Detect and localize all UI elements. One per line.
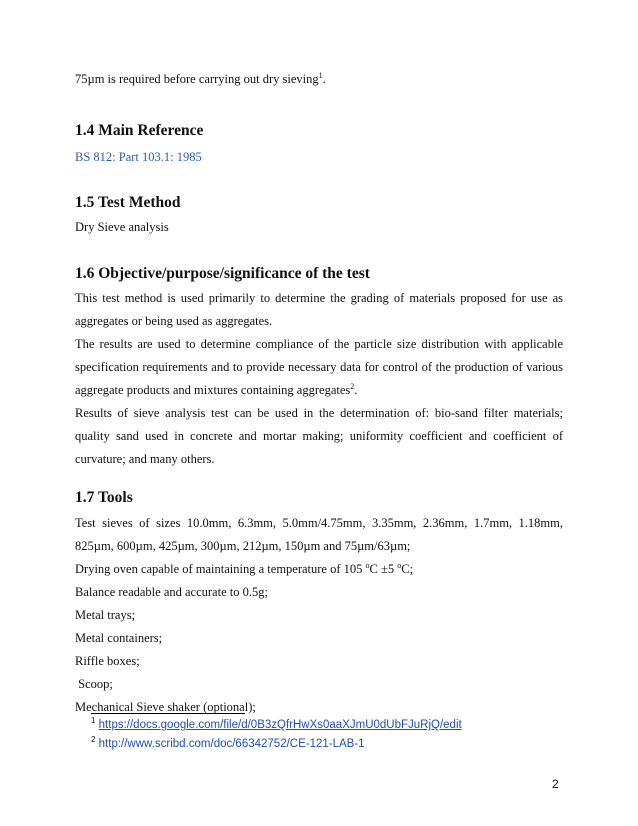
section-1-7	[75, 488, 563, 508]
footnote-1: $^1$ https://docs.google.com/file/d/0B3zQfrHwXs0aaXJmU0dUbFJuRjQ/edit	[91, 716, 462, 731]
list-item: Scoop;	[75, 677, 113, 691]
main-reference: BS 812: Part 103.1: 1985	[75, 150, 202, 164]
intro-paragraph: 75µm is required before carrying out dry sieving$^1$.	[75, 70, 326, 86]
section-1-5	[75, 193, 563, 213]
list-item: Balance readable and accurate to 0.5g;	[75, 585, 268, 599]
tools-list	[75, 512, 563, 719]
footnote-link-2[interactable]: http://www.scribd.com/doc/66342752/CE-121-LAB-1	[98, 738, 365, 750]
text-line: quality sand used in concrete and mortar making; uniformity coefficient and coefficient of	[75, 429, 563, 443]
text-line: This test method is used primarily to determine the grading of materials proposed for use as	[75, 291, 563, 305]
text-line: specification requirements and to provide necessary data for control of the production of various	[75, 360, 563, 374]
text-line: The results are used to determine compliance of the particle size distribution with applicable	[75, 337, 563, 351]
text-line: aggregates or being used as aggregates.	[75, 314, 273, 328]
section-1-6	[75, 264, 563, 284]
objective-paragraphs	[75, 287, 563, 471]
page-number: 2	[552, 777, 559, 791]
list-item: Mechanical Sieve shaker (optional);	[75, 700, 256, 714]
test-method-text: Dry Sieve analysis	[75, 220, 169, 234]
text-line: Test sieves of sizes 10.0mm, 6.3mm, 5.0mm/4.75mm, 3.35mm, 2.36mm, 1.7mm, 1.18mm,	[75, 516, 563, 530]
section-heading: 1.5 Test Method	[75, 194, 181, 211]
list-item: Metal trays;	[75, 608, 136, 622]
list-item: Metal containers;	[75, 631, 163, 645]
section-heading: 1.4 Main Reference	[75, 122, 204, 139]
footnote-ref-1[interactable]: 1	[318, 70, 323, 80]
section-heading: 1.6 Objective/purpose/significance of the test	[75, 265, 370, 282]
footnote-ref-2[interactable]: 2	[350, 381, 355, 391]
text-line: Drying oven capable of maintaining a temperature of 105 $^o$C ±5 $^o$C;	[75, 560, 414, 576]
text-line: curvature; and many others.	[75, 452, 215, 466]
section-heading: 1.7 Tools	[75, 489, 133, 506]
text-line: 825µm, 600µm, 425µm, 300µm, 212µm, 150µm and 75µm/63µm;	[75, 539, 411, 553]
footnote-2: $^2$ http://www.scribd.com/doc/66342752/CE-121-LAB-1	[91, 735, 365, 750]
text-line: aggregate products and mixtures containing aggregates$^2$.	[75, 381, 358, 397]
text-line: Results of sieve analysis test can be used in the determination of: bio-sand filter materials;	[75, 406, 563, 420]
section-1-4	[75, 121, 563, 141]
footnote-divider	[91, 713, 245, 714]
list-item: Riffle boxes;	[75, 654, 140, 668]
footnote-link-1[interactable]: https://docs.google.com/file/d/0B3zQfrHwXs0aaXJmU0dUbFJuRjQ/edit	[98, 719, 462, 731]
